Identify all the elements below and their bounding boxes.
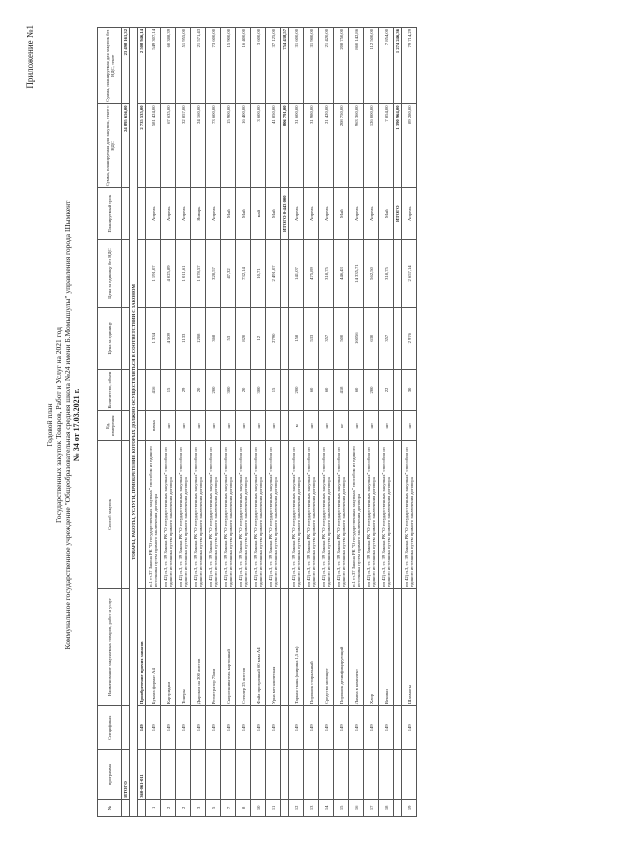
cell-unit: шт <box>251 411 266 441</box>
cell-price-nds: 1 011,61 <box>176 240 191 308</box>
cell-empty <box>281 441 289 589</box>
cell-unit: шт <box>221 411 236 441</box>
subtotal-sum1: 1 390 964,00 <box>394 104 402 188</box>
cell-spec: 149 <box>221 706 236 750</box>
cell-empty <box>221 750 236 799</box>
cell-unit: шт <box>236 411 251 441</box>
cell-qty: 200 <box>206 369 221 411</box>
cell-spec: 149 <box>266 706 281 750</box>
cell-qty: 30 <box>402 369 417 411</box>
cell-spec: 149 <box>191 706 206 750</box>
cell-empty <box>402 750 417 799</box>
cell-sum1: 73 600,00 <box>206 104 221 188</box>
cell-empty <box>394 750 402 799</box>
cell-term: Апрель <box>402 188 417 240</box>
cell-spec: 149 <box>146 706 161 750</box>
cell-sum2: 7 854,00 <box>379 28 394 105</box>
cell-name: Порошок дезинфицирующий <box>334 588 349 705</box>
cell-qty: 22 <box>379 369 394 411</box>
cell-empty <box>394 441 402 589</box>
cell-empty <box>289 750 304 799</box>
cell-empty <box>281 411 289 441</box>
cell-no: 17 <box>364 799 379 816</box>
grand-total-label: ИТОГО <box>122 750 130 799</box>
cell-empty <box>319 750 334 799</box>
cell-name: Веники <box>379 588 394 705</box>
cell-sum2: 21 571,43 <box>191 28 206 105</box>
cell-sum1: 16 400,00 <box>236 104 251 188</box>
cell-price: 500 <box>334 307 349 369</box>
cell-unit: пачка <box>146 411 161 441</box>
cell-method: пп 42) п.3, ст. 39 Закона РК "О государственных закупках" способом из единого источника путем прямого заключения договора <box>334 441 349 589</box>
cell-no: 10 <box>251 799 266 816</box>
cell-spec: 149 <box>161 706 176 750</box>
cell-spec: 149 <box>379 706 394 750</box>
cell-no: 8 <box>236 799 251 816</box>
table-row <box>176 28 191 817</box>
cell-price: 12 <box>251 307 266 369</box>
cell-sum1: 21 420,00 <box>319 104 334 188</box>
grand-total-sum: 24 895 656,00 <box>122 104 130 188</box>
cell-name: Регистратор 75мм <box>206 588 221 705</box>
cell-empty <box>394 369 402 411</box>
cell-empty <box>191 750 206 799</box>
cell-unit: кг <box>334 411 349 441</box>
cell-price: 357 <box>319 307 334 369</box>
program-code: 360-061-011 <box>138 750 146 799</box>
cell-empty <box>281 799 289 816</box>
cell-price: 158 <box>289 307 304 369</box>
cell-method: пп 42) п.3, ст. 39 Закона РК "О государственных закупках" способом из единого источника путем прямого заключения договора <box>379 441 394 589</box>
cell-name: Хлор <box>364 588 379 705</box>
cell-method: п.1 ст.37 Закона РК "О государственных закупках" способом из единого источника путем прямого заключения договора <box>146 441 161 589</box>
cell-spec: 149 <box>176 706 191 750</box>
cell-spec: 149 <box>206 706 221 750</box>
cell-method: пп 42) п.3, ст. 39 Закона РК "О государственных закупках" способом из единого источника путем прямого заключения договора <box>402 441 417 589</box>
header-cell: Наименование закупаемых товаров, работ и услуг <box>98 588 122 705</box>
cell-price-nds: 1 191,07 <box>146 240 161 308</box>
cell-empty <box>364 750 379 799</box>
table-row <box>161 28 176 817</box>
cell-empty <box>176 750 191 799</box>
table-row <box>146 28 161 817</box>
cell-sum2: 3 600,00 <box>251 28 266 105</box>
cell-name: Степлер 25 листов <box>236 588 251 705</box>
table-row <box>206 28 221 817</box>
header-row <box>98 28 122 817</box>
cell-sum1: 89 280,00 <box>402 104 417 188</box>
cell-sum1: 581 424,00 <box>146 104 161 188</box>
title-line-1: Годовой план <box>45 403 54 447</box>
cell-empty <box>266 750 281 799</box>
cell-price: 1 334 <box>146 307 161 369</box>
cell-no: 14 <box>319 799 334 816</box>
cell-price-nds: 141,07 <box>289 240 304 308</box>
title-line-2: Государственных закупок Товаров, Работ и Услуг на 2021 год <box>54 327 63 523</box>
cell-spec: 149 <box>364 706 379 750</box>
cell-empty <box>281 369 289 411</box>
cell-spec: 149 <box>334 706 349 750</box>
cell-no: 19 <box>402 799 417 816</box>
cell-no: 1 <box>146 799 161 816</box>
cell-term: Апрель <box>161 188 176 240</box>
cell-price-nds: 1 078,57 <box>191 240 206 308</box>
grand-total-row <box>122 28 130 817</box>
cell-sum2: 60 388,39 <box>161 28 176 105</box>
cell-qty: 60 <box>349 369 364 411</box>
cell-price-nds: 446,43 <box>334 240 349 308</box>
table-row <box>304 28 319 817</box>
cell-empty <box>394 307 402 369</box>
table-row <box>319 28 334 817</box>
cell-empty <box>161 750 176 799</box>
cell-sum2: 51 955,00 <box>176 28 191 105</box>
subtotal-row <box>281 28 289 817</box>
cell-term: Апрель <box>319 188 334 240</box>
cell-name: Порошок стиральный <box>304 588 319 705</box>
table-row <box>266 28 281 817</box>
cell-name: Скоросшиватель картонный <box>221 588 236 705</box>
cell-empty <box>281 706 289 750</box>
header-cell: Способ закупок <box>98 441 122 589</box>
cell-sum1: 126 000,00 <box>364 104 379 188</box>
cell-name: Картриджи <box>161 588 176 705</box>
cell-no: 3 <box>191 799 206 816</box>
cell-name: Бумага формат А4 <box>146 588 161 705</box>
cell-sum2: 37 125,00 <box>266 28 281 105</box>
cell-sum1: 208 750,00 <box>334 104 349 188</box>
cell-term: Январь <box>191 188 206 240</box>
cell-name: Урна металическая <box>266 588 281 705</box>
rotated-document-sheet <box>19 15 599 835</box>
cell-sum1: 31 600,00 <box>289 104 304 188</box>
cell-name: Файл прозрачный 60 мкм А4 <box>251 588 266 705</box>
cell-sum2: 208 750,00 <box>334 28 349 105</box>
cell-empty <box>206 750 221 799</box>
cell-term: май <box>251 188 266 240</box>
cell-no: 5 <box>206 799 221 816</box>
header-cell: Сумма, планируемая для закупок без НДС, тенге <box>98 28 122 105</box>
cell-sum1: 3 600,00 <box>251 104 266 188</box>
table-row <box>334 28 349 817</box>
cell-empty <box>394 411 402 441</box>
cell-method: пп 42) п.3, ст. 39 Закона РК "О государственных закупках" способом из единого источника путем прямого заключения договора <box>161 441 176 589</box>
cell-unit: м <box>289 411 304 441</box>
cell-term: Апрель <box>289 188 304 240</box>
section-heading-row <box>130 28 138 817</box>
cell-term: Май <box>266 188 281 240</box>
table-row <box>251 28 266 817</box>
cell-no: 15 <box>334 799 349 816</box>
cell-sum2: 31 600,00 <box>289 28 304 105</box>
header-cell: программа <box>98 750 122 799</box>
cell-empty <box>281 588 289 705</box>
header-cell: Ед. измерения <box>98 411 122 441</box>
cell-unit: шт <box>176 411 191 441</box>
section-heading: ТОВАРЫ, РАБОТЫ, УСЛУГИ, ПРИОБРЕТЕНИЕ КОТОРЫХ ДОЛЖНО ОСУЩЕСТВЛЯТЬСЯ В СООТВЕТСТВИИ С ЗАКОНОМ <box>130 28 138 817</box>
cell-qty: 300 <box>221 369 236 411</box>
cell-sum2: 31 980,00 <box>304 28 319 105</box>
cell-method: пп 42) п.3, ст. 39 Закона РК "О государственных закупках" способом из единого источника путем прямого заключения договора <box>221 441 236 589</box>
cell-term: Май <box>334 188 349 240</box>
cell-sum1: 15 900,00 <box>221 104 236 188</box>
subtotal-label: ИТОГО 0-443 000 <box>281 188 289 240</box>
cell-sum2: 16 400,00 <box>236 28 251 105</box>
cell-no: 18 <box>379 799 394 816</box>
header-cell: Цена за единицу без НДС <box>98 240 122 308</box>
cell-term: Май <box>221 188 236 240</box>
table-row <box>364 28 379 817</box>
cell-price-nds: 318,75 <box>319 240 334 308</box>
subprogram-sum-no-vat: 2 508 946,14 <box>138 28 146 105</box>
cell-unit: шт <box>402 411 417 441</box>
cell-method: пп 42) п.3, ст. 39 Закона РК "О государственных закупках" способом из единого источника путем прямого заключения договора <box>176 441 191 589</box>
cell-qty: 20 <box>236 369 251 411</box>
spec-code: 149 <box>138 706 146 750</box>
cell-qty: 300 <box>251 369 266 411</box>
cell-qty: 15 <box>266 369 281 411</box>
cell-method: пп 42) п.3, ст. 39 Закона РК "О государственных закупках" способом из единого источника путем прямого заключения договора <box>191 441 206 589</box>
cell-qty: 416 <box>146 369 161 411</box>
cell-empty <box>394 588 402 705</box>
cell-sum2: 860 142,86 <box>349 28 364 105</box>
cell-unit: шт <box>206 411 221 441</box>
cell-spec: 149 <box>251 706 266 750</box>
cell-unit: шт <box>379 411 394 441</box>
cell-unit: шт <box>161 411 176 441</box>
cell-sum2: 112 500,00 <box>364 28 379 105</box>
cell-term: Май <box>236 188 251 240</box>
cell-term: Апрель <box>206 188 221 240</box>
cell-unit: шт <box>266 411 281 441</box>
cell-qty: 60 <box>304 369 319 411</box>
subprogram-name: Приобретение прочих запасов <box>138 588 146 705</box>
cell-qty: 418 <box>334 369 349 411</box>
cell-qty: 200 <box>364 369 379 411</box>
grand-total-sum-no-vat: 23 498 161,32 <box>122 28 130 105</box>
cell-price: 53 <box>221 307 236 369</box>
cell-price-nds: 318,75 <box>379 240 394 308</box>
subtotal-sum2: 1 274 246,36 <box>394 28 402 105</box>
cell-method: пп 42) п.3, ст. 39 Закона РК "О государственных закупках" способом из единого источника путем прямого заключения договора <box>251 441 266 589</box>
cell-price-nds: 475,89 <box>304 240 319 308</box>
cell-price-nds: 328,57 <box>206 240 221 308</box>
table-row <box>191 28 206 817</box>
cell-name: Лампа в комплект <box>349 588 364 705</box>
cell-sum1: 32 857,00 <box>176 104 191 188</box>
cell-unit: шт <box>349 411 364 441</box>
cell-unit: шт <box>364 411 379 441</box>
cell-qty: 200 <box>289 369 304 411</box>
cell-spec: 149 <box>349 706 364 750</box>
table-row <box>379 28 394 817</box>
cell-sum1: 963 360,00 <box>349 104 364 188</box>
cell-method: пп 42) п.3, ст. 39 Закона РК "О государственных закупках" способом из единого источника путем прямого заключения договора <box>319 441 334 589</box>
table-row <box>221 28 236 817</box>
cell-spec: 149 <box>319 706 334 750</box>
cell-method: пп 42) п.3, ст. 39 Закона РК "О государственных закупках" способом из единого источника путем прямого заключения договора <box>206 441 221 589</box>
cell-price: 16056 <box>349 307 364 369</box>
subtotal-sum2: 754 438,57 <box>281 28 289 105</box>
cell-price: 533 <box>304 307 319 369</box>
cell-method: пп 42) п.3, ст. 39 Закона РК "О государственных закупках" способом из единого источника путем прямого заключения договора <box>236 441 251 589</box>
cell-empty <box>281 307 289 369</box>
document-number: № 34 от 17.03.2021 г. <box>72 388 81 462</box>
cell-spec: 149 <box>236 706 251 750</box>
cell-term: Апрель <box>176 188 191 240</box>
subtotal-row <box>394 28 402 817</box>
cell-price: 357 <box>379 307 394 369</box>
cell-qty: 29 <box>176 369 191 411</box>
cell-empty <box>281 750 289 799</box>
cell-no: 2 <box>176 799 191 816</box>
cell-price: 1208 <box>191 307 206 369</box>
appendix-label: Приложение №1 <box>25 25 35 89</box>
cell-unit: шт <box>304 411 319 441</box>
cell-price-nds: 14 335,71 <box>349 240 364 308</box>
cell-no: 11 <box>266 799 281 816</box>
cell-name: Дырокол на 200 листов <box>191 588 206 705</box>
cell-sum2: 549 307,14 <box>146 28 161 105</box>
cell-name: Средство моющее <box>319 588 334 705</box>
cell-empty <box>236 750 251 799</box>
cell-price-nds: 2 657,14 <box>402 240 417 308</box>
cell-sum2: 79 714,29 <box>402 28 417 105</box>
cell-empty <box>304 750 319 799</box>
cell-sum2: 15 900,00 <box>221 28 236 105</box>
title-line-3: Коммунальное государственное учреждение "Общеобразовательная средняя школа №24 имени Б.Момышулы" управления города Шымкент <box>63 200 72 650</box>
cell-name: Тонеры <box>176 588 191 705</box>
cell-price: 820 <box>236 307 251 369</box>
cell-price: 2 976 <box>402 307 417 369</box>
cell-method: пп 42) п.3, ст. 39 Закона РК "О государственных закупках" способом из единого источника путем прямого заключения договора <box>289 441 304 589</box>
cell-no: 12 <box>289 799 304 816</box>
cell-sum2: 21 420,00 <box>319 28 334 105</box>
procurement-plan-table <box>97 27 417 817</box>
subprogram-sum: 2 735 535,00 <box>138 104 146 188</box>
cell-spec: 149 <box>402 706 417 750</box>
cell-term: Апрель <box>364 188 379 240</box>
cell-empty <box>281 240 289 308</box>
cell-spec: 149 <box>289 706 304 750</box>
header-cell: Спецификах <box>98 706 122 750</box>
cell-method: пп 42) п.3, ст. 39 Закона РК "О государственных закупках" способом из единого источника путем прямого заключения договора <box>266 441 281 589</box>
cell-term: Апрель <box>146 188 161 240</box>
cell-sum1: 7 854,00 <box>379 104 394 188</box>
header-cell: Цена за единицу <box>98 307 122 369</box>
cell-unit: шт <box>191 411 206 441</box>
cell-empty <box>334 750 349 799</box>
cell-term: Май <box>379 188 394 240</box>
cell-name: Шахматы <box>402 588 417 705</box>
cell-price-nds: 47,32 <box>221 240 236 308</box>
header-cell: Количество, объем <box>98 369 122 411</box>
table-row <box>236 28 251 817</box>
table-row <box>349 28 364 817</box>
cell-method: п.1 ст.37 Закона РК "О государственных закупках" способом из единого источника путем прямого заключения договора <box>349 441 364 589</box>
cell-price: 630 <box>364 307 379 369</box>
cell-term: Апрель <box>304 188 319 240</box>
cell-qty: 15 <box>161 369 176 411</box>
cell-empty <box>394 706 402 750</box>
cell-price-nds: 2 491,07 <box>266 240 281 308</box>
cell-no: 7 <box>221 799 236 816</box>
cell-no: 2 <box>161 799 176 816</box>
cell-price-nds: 10,71 <box>251 240 266 308</box>
cell-no: 16 <box>349 799 364 816</box>
header-cell: № <box>98 799 122 816</box>
cell-empty <box>251 750 266 799</box>
cell-price: 1133 <box>176 307 191 369</box>
cell-sum1: 24 160,00 <box>191 104 206 188</box>
cell-sum1: 67 635,00 <box>161 104 176 188</box>
cell-price: 4 509 <box>161 307 176 369</box>
cell-price-nds: 4 025,89 <box>161 240 176 308</box>
cell-price-nds: 562,50 <box>364 240 379 308</box>
document-title-block <box>45 15 81 835</box>
header-cell: Сумма, планируемая для закупок, тенге с НДС <box>98 104 122 188</box>
cell-sum2: 73 600,00 <box>206 28 221 105</box>
cell-term: Апрель <box>349 188 364 240</box>
cell-empty <box>394 799 402 816</box>
cell-empty <box>349 750 364 799</box>
subtotal-label: ИТОГО <box>394 188 402 240</box>
cell-empty <box>146 750 161 799</box>
cell-qty: 60 <box>319 369 334 411</box>
subtotal-sum1: 806 791,00 <box>281 104 289 188</box>
cell-empty <box>394 240 402 308</box>
cell-sum1: 31 980,00 <box>304 104 319 188</box>
table-row <box>289 28 304 817</box>
cell-unit: шт <box>319 411 334 441</box>
cell-name: Тарная ткань (ширина 1,5 кв) <box>289 588 304 705</box>
header-cell: Планируемый срок <box>98 188 122 240</box>
cell-price: 368 <box>206 307 221 369</box>
cell-price: 2790 <box>266 307 281 369</box>
cell-method: пп 42) п.3, ст. 39 Закона РК "О государственных закупках" способом из единого источника путем прямого заключения договора <box>304 441 319 589</box>
table-row <box>402 28 417 817</box>
subprogram-row <box>138 28 146 817</box>
cell-qty: 20 <box>191 369 206 411</box>
cell-empty <box>379 750 394 799</box>
cell-spec: 149 <box>304 706 319 750</box>
cell-method: пп 42) п.3, ст. 39 Закона РК "О государственных закупках" способом из единого источника путем прямого заключения договора <box>364 441 379 589</box>
cell-sum1: 41 850,00 <box>266 104 281 188</box>
cell-price-nds: 732,14 <box>236 240 251 308</box>
cell-no: 13 <box>304 799 319 816</box>
